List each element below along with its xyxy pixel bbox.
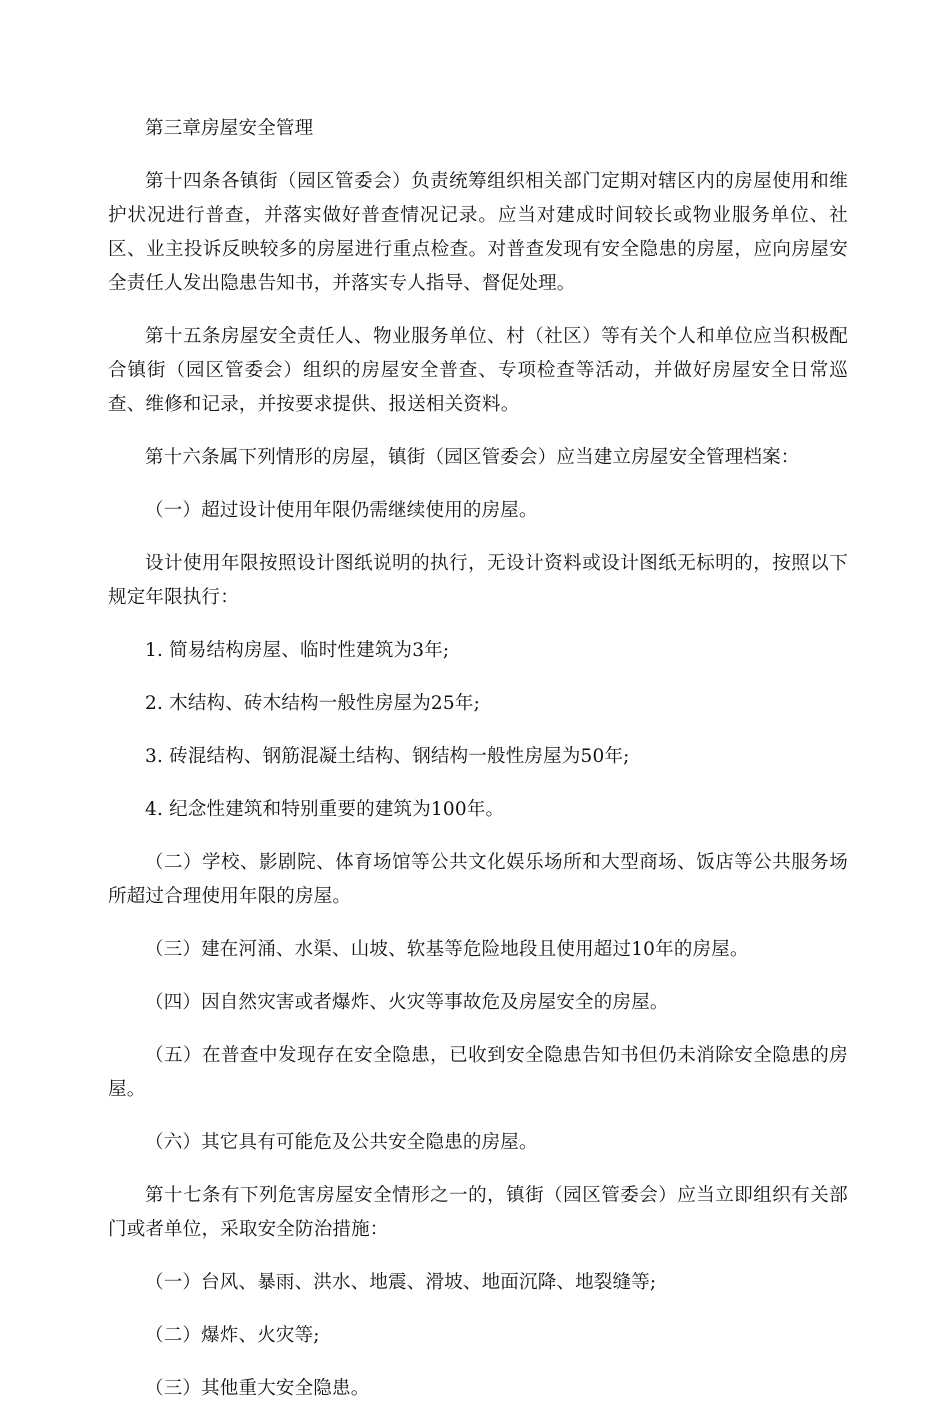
article-16-item-2: （二）学校、影剧院、体育场馆等公共文化娱乐场所和大型商场、饭店等公共服务场所超过合理使用年限的房屋。 — [108, 852, 848, 907]
article-17-item-3: （三）其他重大安全隐患。 — [145, 1378, 370, 1399]
article-16-item-6: （六）其它具有可能危及公共安全隐患的房屋。 — [145, 1132, 538, 1153]
article-15: 第十五条房屋安全责任人、物业服务单位、村（社区）等有关个人和单位应当积极配合镇街（园区管委会）组织的房屋安全普查、专项检查等活动，并做好房屋安全日常巡查、维修和记录，并按要求提供、报送相关资料。 — [108, 326, 848, 415]
design-life-rule-1: 1. 简易结构房屋、临时性建筑为3年; — [145, 640, 450, 661]
article-16: 第十六条属下列情形的房屋，镇街（园区管委会）应当建立房屋安全管理档案： — [145, 447, 800, 468]
design-life-rule-2: 2. 木结构、砖木结构一般性房屋为25年; — [145, 693, 481, 714]
chapter-heading: 第三章房屋安全管理 — [145, 118, 314, 139]
design-life-note: 设计使用年限按照设计图纸说明的执行，无设计资料或设计图纸无标明的，按照以下规定年限执行： — [108, 553, 848, 608]
article-17-item-1: （一）台风、暴雨、洪水、地震、滑坡、地面沉降、地裂缝等; — [145, 1272, 657, 1293]
document-page — [108, 112, 848, 1425]
article-16-item-3: （三）建在河涌、水渠、山坡、软基等危险地段且使用超过10年的房屋。 — [145, 939, 749, 960]
design-life-rule-4: 4. 纪念性建筑和特别重要的建筑为100年。 — [145, 799, 505, 820]
article-16-item-1: （一）超过设计使用年限仍需继续使用的房屋。 — [145, 500, 538, 521]
article-17-item-2: （二）爆炸、火灾等; — [145, 1325, 320, 1346]
article-14: 第十四条各镇街（园区管委会）负责统筹组织相关部门定期对辖区内的房屋使用和维护状况进行普查，并落实做好普查情况记录。应当对建成时间较长或物业服务单位、社区、业主投诉反映较多的房屋进行重点检查。对普查发现有安全隐患的房屋，应向房屋安全责任人发出隐患告知书，并落实专人指导、督促处理。 — [108, 171, 848, 294]
article-16-item-4: （四）因自然灾害或者爆炸、火灾等事故危及房屋安全的房屋。 — [145, 992, 669, 1013]
article-17: 第十七条有下列危害房屋安全情形之一的，镇街（园区管委会）应当立即组织有关部门或者单位，采取安全防治措施： — [108, 1185, 848, 1240]
article-16-item-5: （五）在普查中发现存在安全隐患，已收到安全隐患告知书但仍未消除安全隐患的房屋。 — [108, 1045, 848, 1100]
design-life-rule-3: 3. 砖混结构、钢筋混凝土结构、钢结构一般性房屋为50年; — [145, 746, 630, 767]
